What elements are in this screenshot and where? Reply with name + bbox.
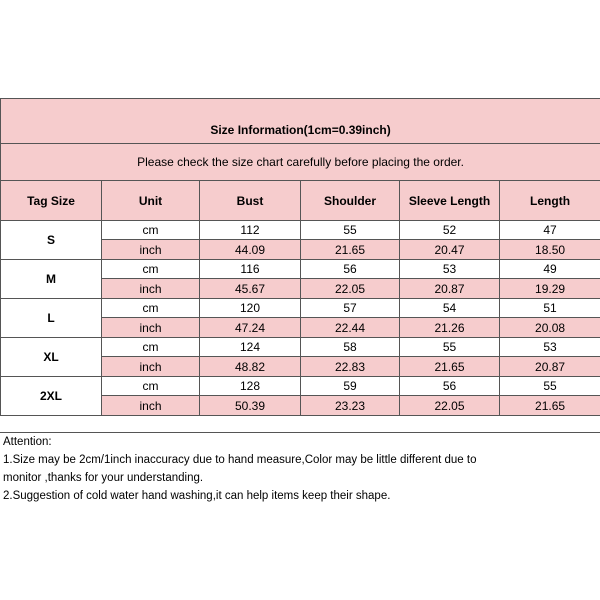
table-row xyxy=(1,338,600,357)
tag-size-cell: 2XL xyxy=(1,377,102,416)
size-table xyxy=(0,98,600,416)
tag-size-cell: M xyxy=(1,260,102,299)
shoulder-cell: 56 xyxy=(301,260,400,279)
bust-cell: 112 xyxy=(200,221,301,240)
unit-cell: cm xyxy=(102,377,200,396)
unit-cell: cm xyxy=(102,299,200,318)
bust-cell: 45.67 xyxy=(200,279,301,299)
length-cell: 55 xyxy=(500,377,600,396)
sleeve-length-cell: 22.05 xyxy=(400,396,500,416)
bust-cell: 47.24 xyxy=(200,318,301,338)
table-row xyxy=(1,377,600,396)
tag-size-cell: S xyxy=(1,221,102,260)
table-title xyxy=(1,99,600,144)
table-row xyxy=(1,221,600,240)
header-shoulder: Shoulder xyxy=(301,181,400,221)
header-tag-size: Tag Size xyxy=(1,181,102,221)
bust-cell: 44.09 xyxy=(200,240,301,260)
length-cell: 49 xyxy=(500,260,600,279)
sleeve-length-cell: 20.87 xyxy=(400,279,500,299)
shoulder-cell: 22.44 xyxy=(301,318,400,338)
size-chart xyxy=(0,98,600,416)
unit-cell: inch xyxy=(102,318,200,338)
length-cell: 20.08 xyxy=(500,318,600,338)
header-length: Length xyxy=(500,181,600,221)
header-bust: Bust xyxy=(200,181,301,221)
unit-cell: inch xyxy=(102,396,200,416)
table-row xyxy=(1,260,600,279)
unit-cell: inch xyxy=(102,357,200,377)
length-cell: 20.87 xyxy=(500,357,600,377)
sleeve-length-cell: 21.65 xyxy=(400,357,500,377)
shoulder-cell: 59 xyxy=(301,377,400,396)
sleeve-length-cell: 53 xyxy=(400,260,500,279)
sleeve-length-cell: 56 xyxy=(400,377,500,396)
bust-cell: 124 xyxy=(200,338,301,357)
sleeve-length-cell: 21.26 xyxy=(400,318,500,338)
shoulder-cell: 55 xyxy=(301,221,400,240)
unit-cell: cm xyxy=(102,260,200,279)
shoulder-cell: 23.23 xyxy=(301,396,400,416)
unit-cell: inch xyxy=(102,279,200,299)
shoulder-cell: 57 xyxy=(301,299,400,318)
unit-cell: cm xyxy=(102,221,200,240)
attention-notes xyxy=(0,432,600,505)
length-cell: 21.65 xyxy=(500,396,600,416)
bust-cell: 116 xyxy=(200,260,301,279)
bust-cell: 48.82 xyxy=(200,357,301,377)
shoulder-cell: 21.65 xyxy=(301,240,400,260)
attention-heading: Attention: xyxy=(3,436,52,448)
header-unit: Unit xyxy=(102,181,200,221)
length-cell: 18.50 xyxy=(500,240,600,260)
sleeve-length-cell: 52 xyxy=(400,221,500,240)
shoulder-cell: 22.05 xyxy=(301,279,400,299)
table-title-text: Size Information(1cm=0.39inch) xyxy=(210,123,391,137)
shoulder-cell: 58 xyxy=(301,338,400,357)
length-cell: 19.29 xyxy=(500,279,600,299)
attention-line: 1.Size may be 2cm/1inch inaccuracy due to hand measure,Color may be little different due to xyxy=(3,454,477,466)
bust-cell: 120 xyxy=(200,299,301,318)
attention-line: monitor ,thanks for your understanding. xyxy=(3,472,204,484)
unit-cell: cm xyxy=(102,338,200,357)
bust-cell: 50.39 xyxy=(200,396,301,416)
table-notice: Please check the size chart carefully before placing the order. xyxy=(1,144,600,181)
length-cell: 47 xyxy=(500,221,600,240)
header-sleeve-length: Sleeve Length xyxy=(400,181,500,221)
length-cell: 53 xyxy=(500,338,600,357)
table-row xyxy=(1,299,600,318)
shoulder-cell: 22.83 xyxy=(301,357,400,377)
bust-cell: 128 xyxy=(200,377,301,396)
sleeve-length-cell: 54 xyxy=(400,299,500,318)
length-cell: 51 xyxy=(500,299,600,318)
header-row xyxy=(1,181,600,221)
unit-cell: inch xyxy=(102,240,200,260)
attention-line: 2.Suggestion of cold water hand washing,it can help items keep their shape. xyxy=(3,490,391,502)
sleeve-length-cell: 20.47 xyxy=(400,240,500,260)
sleeve-length-cell: 55 xyxy=(400,338,500,357)
tag-size-cell: XL xyxy=(1,338,102,377)
tag-size-cell: L xyxy=(1,299,102,338)
